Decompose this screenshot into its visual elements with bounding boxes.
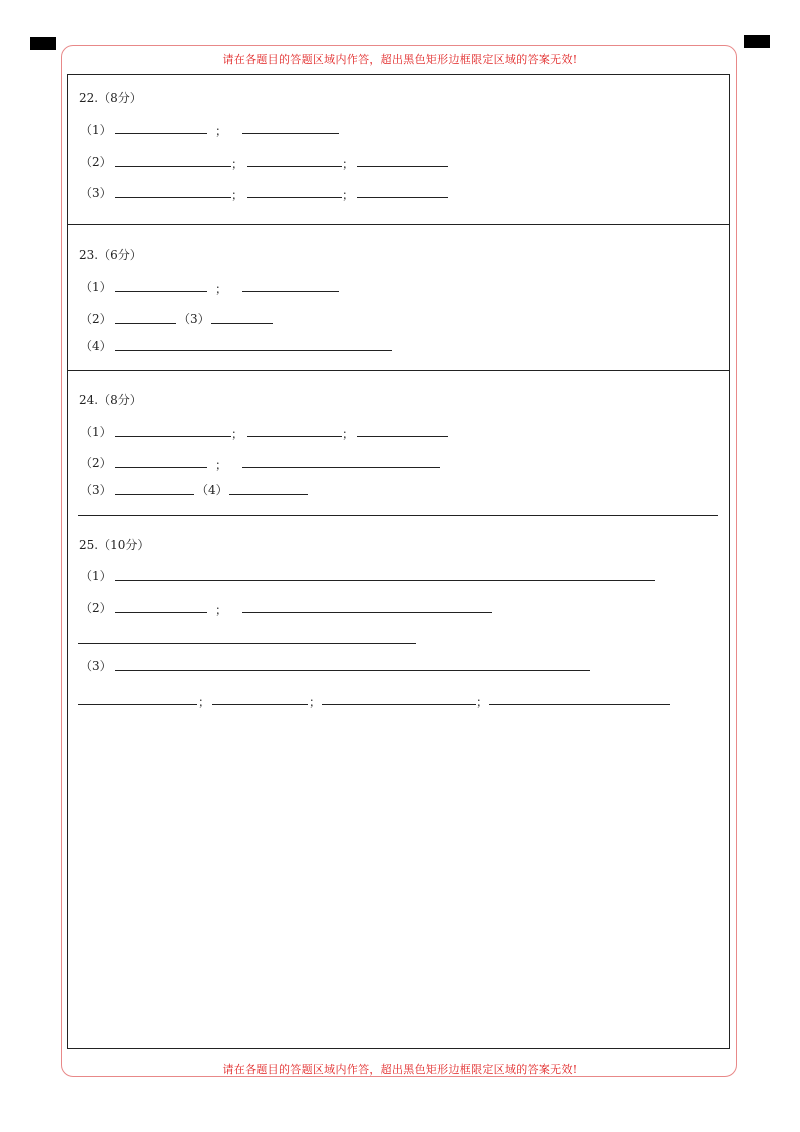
q25-part2-blank-c[interactable] bbox=[78, 643, 416, 644]
q22-part3-label: （3） bbox=[80, 186, 112, 200]
warning-top: 请在各题目的答题区域内作答，超出黑色矩形边框限定区域的答案无效! bbox=[222, 53, 578, 66]
q22-part2-blank-a[interactable] bbox=[115, 166, 231, 167]
divider-24-25 bbox=[78, 515, 718, 516]
q22-part1-sep: ； bbox=[215, 124, 228, 138]
q25-title: 25.（10分） bbox=[79, 538, 150, 552]
q22-part2-blank-b[interactable] bbox=[247, 166, 342, 167]
q23-part2-blank[interactable] bbox=[115, 323, 176, 324]
q22-part2-label: （2） bbox=[80, 155, 112, 169]
q23-part1-blank-a[interactable] bbox=[115, 291, 207, 292]
q24-part3-blank[interactable] bbox=[115, 494, 194, 495]
q24-part2-blank-a[interactable] bbox=[115, 467, 207, 468]
q25-part3-blank-a[interactable] bbox=[115, 670, 590, 671]
corner-marker-right bbox=[744, 35, 770, 48]
q22-part2-blank-c[interactable] bbox=[357, 166, 448, 167]
q23-part2-label: （2） bbox=[80, 312, 112, 326]
q22-part2-sep1: ； bbox=[231, 157, 244, 171]
q24-part1-label: （1） bbox=[80, 425, 112, 439]
divider-22-23 bbox=[67, 224, 730, 225]
q25-part1-blank[interactable] bbox=[115, 580, 655, 581]
q24-part4-label: （4） bbox=[196, 483, 228, 497]
q25-part3-label: （3） bbox=[80, 659, 112, 673]
q23-part1-label: （1） bbox=[80, 280, 112, 294]
q22-part1-blank-a[interactable] bbox=[115, 133, 207, 134]
q23-part1-sep: ； bbox=[215, 282, 228, 296]
q25-part2-label: （2） bbox=[80, 601, 112, 615]
q22-part2-sep2: ； bbox=[342, 157, 355, 171]
q22-part3-blank-a[interactable] bbox=[115, 197, 231, 198]
q22-part1-blank-b[interactable] bbox=[242, 133, 339, 134]
q23-part1-blank-b[interactable] bbox=[242, 291, 339, 292]
corner-marker-left bbox=[30, 37, 56, 50]
q22-part3-sep2: ； bbox=[342, 188, 355, 202]
q25-part3-blank-e[interactable] bbox=[489, 704, 670, 705]
q23-part4-label: （4） bbox=[80, 339, 112, 353]
q22-part3-blank-b[interactable] bbox=[247, 197, 342, 198]
answer-box bbox=[67, 74, 730, 1049]
q25-part2-sep: ； bbox=[215, 603, 228, 617]
q25-part3-blank-c[interactable] bbox=[212, 704, 308, 705]
q24-part1-blank-c[interactable] bbox=[357, 436, 448, 437]
q24-title: 24.（8分） bbox=[79, 393, 142, 407]
q25-part3-blank-d[interactable] bbox=[322, 704, 476, 705]
q24-part1-blank-a[interactable] bbox=[115, 436, 231, 437]
q25-part3-blank-b[interactable] bbox=[78, 704, 197, 705]
q23-part4-blank[interactable] bbox=[115, 350, 392, 351]
q22-part3-blank-c[interactable] bbox=[357, 197, 448, 198]
q23-title: 23.（6分） bbox=[79, 248, 142, 262]
divider-23-24 bbox=[67, 370, 730, 371]
q24-part1-sep1: ； bbox=[231, 427, 244, 441]
q22-title: 22.（8分） bbox=[79, 91, 142, 105]
q22-part3-sep1: ； bbox=[231, 188, 244, 202]
q25-part3-sep1: ； bbox=[198, 695, 211, 709]
q23-part3-label: （3） bbox=[178, 312, 210, 326]
q24-part2-label: （2） bbox=[80, 456, 112, 470]
q24-part4-blank[interactable] bbox=[229, 494, 308, 495]
q24-part1-sep2: ； bbox=[342, 427, 355, 441]
q24-part2-blank-b[interactable] bbox=[242, 467, 440, 468]
q23-part3-blank[interactable] bbox=[211, 323, 273, 324]
q25-part3-sep3: ； bbox=[476, 695, 489, 709]
q24-part1-blank-b[interactable] bbox=[247, 436, 342, 437]
q24-part2-sep: ； bbox=[215, 458, 228, 472]
q22-part1-label: （1） bbox=[80, 123, 112, 137]
q25-part1-label: （1） bbox=[80, 569, 112, 583]
q25-part3-sep2: ； bbox=[309, 695, 322, 709]
q24-part3-label: （3） bbox=[80, 483, 112, 497]
warning-bottom: 请在各题目的答题区域内作答，超出黑色矩形边框限定区域的答案无效! bbox=[222, 1063, 578, 1076]
q25-part2-blank-b[interactable] bbox=[242, 612, 492, 613]
q25-part2-blank-a[interactable] bbox=[115, 612, 207, 613]
